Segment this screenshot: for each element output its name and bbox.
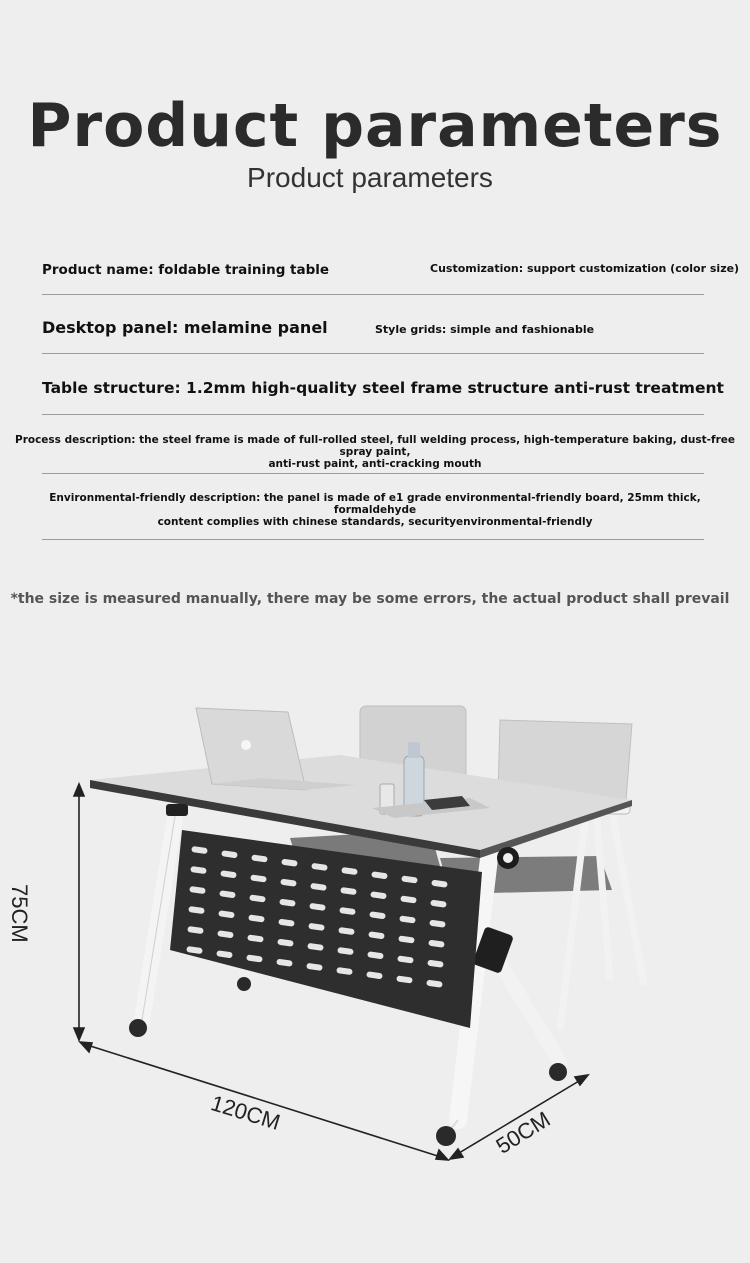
page-title: Product parameters — [27, 91, 723, 161]
process-line-2: anti-rust paint, anti-cracking mouth — [268, 458, 482, 470]
param-desktop-panel: Desktop panel: melamine panel — [42, 318, 328, 337]
dimension-depth-label: 50CM — [491, 1106, 555, 1159]
product-photo — [0, 660, 750, 1263]
param-style-grids: Style grids: simple and fashionable — [375, 323, 595, 336]
param-product-name: Product name: foldable training table — [42, 262, 330, 278]
env-line-2: content complies with chinese standards, securityenvironmental-friendly — [157, 516, 593, 528]
param-environmental-description — [10, 492, 740, 528]
divider — [42, 473, 704, 474]
page-subtitle: Product parameters — [247, 162, 493, 193]
divider — [42, 294, 704, 295]
caster-wheels — [129, 977, 567, 1146]
divider — [42, 353, 704, 354]
param-table-structure: Table structure: 1.2mm high-quality steel frame structure anti-rust treatment — [42, 379, 724, 397]
dimension-height-label: 75CM — [7, 884, 32, 943]
measurement-note: *the size is measured manually, there may be some errors, the actual product shall prevail — [10, 591, 730, 607]
env-line-1: Environmental-friendly description: the panel is made of e1 grade environmental-friendly board, 25mm thick, formaldehyde — [49, 492, 701, 516]
divider — [42, 539, 704, 540]
process-line-1: Process description: the steel frame is made of full-rolled steel, full welding process, high-temperature baking, dust-free spray paint, — [15, 434, 735, 458]
divider — [42, 414, 704, 415]
param-customization: Customization: support customization (color size) — [430, 262, 740, 275]
param-process-description — [10, 434, 740, 470]
dimension-width-label: 120CM — [208, 1090, 284, 1135]
